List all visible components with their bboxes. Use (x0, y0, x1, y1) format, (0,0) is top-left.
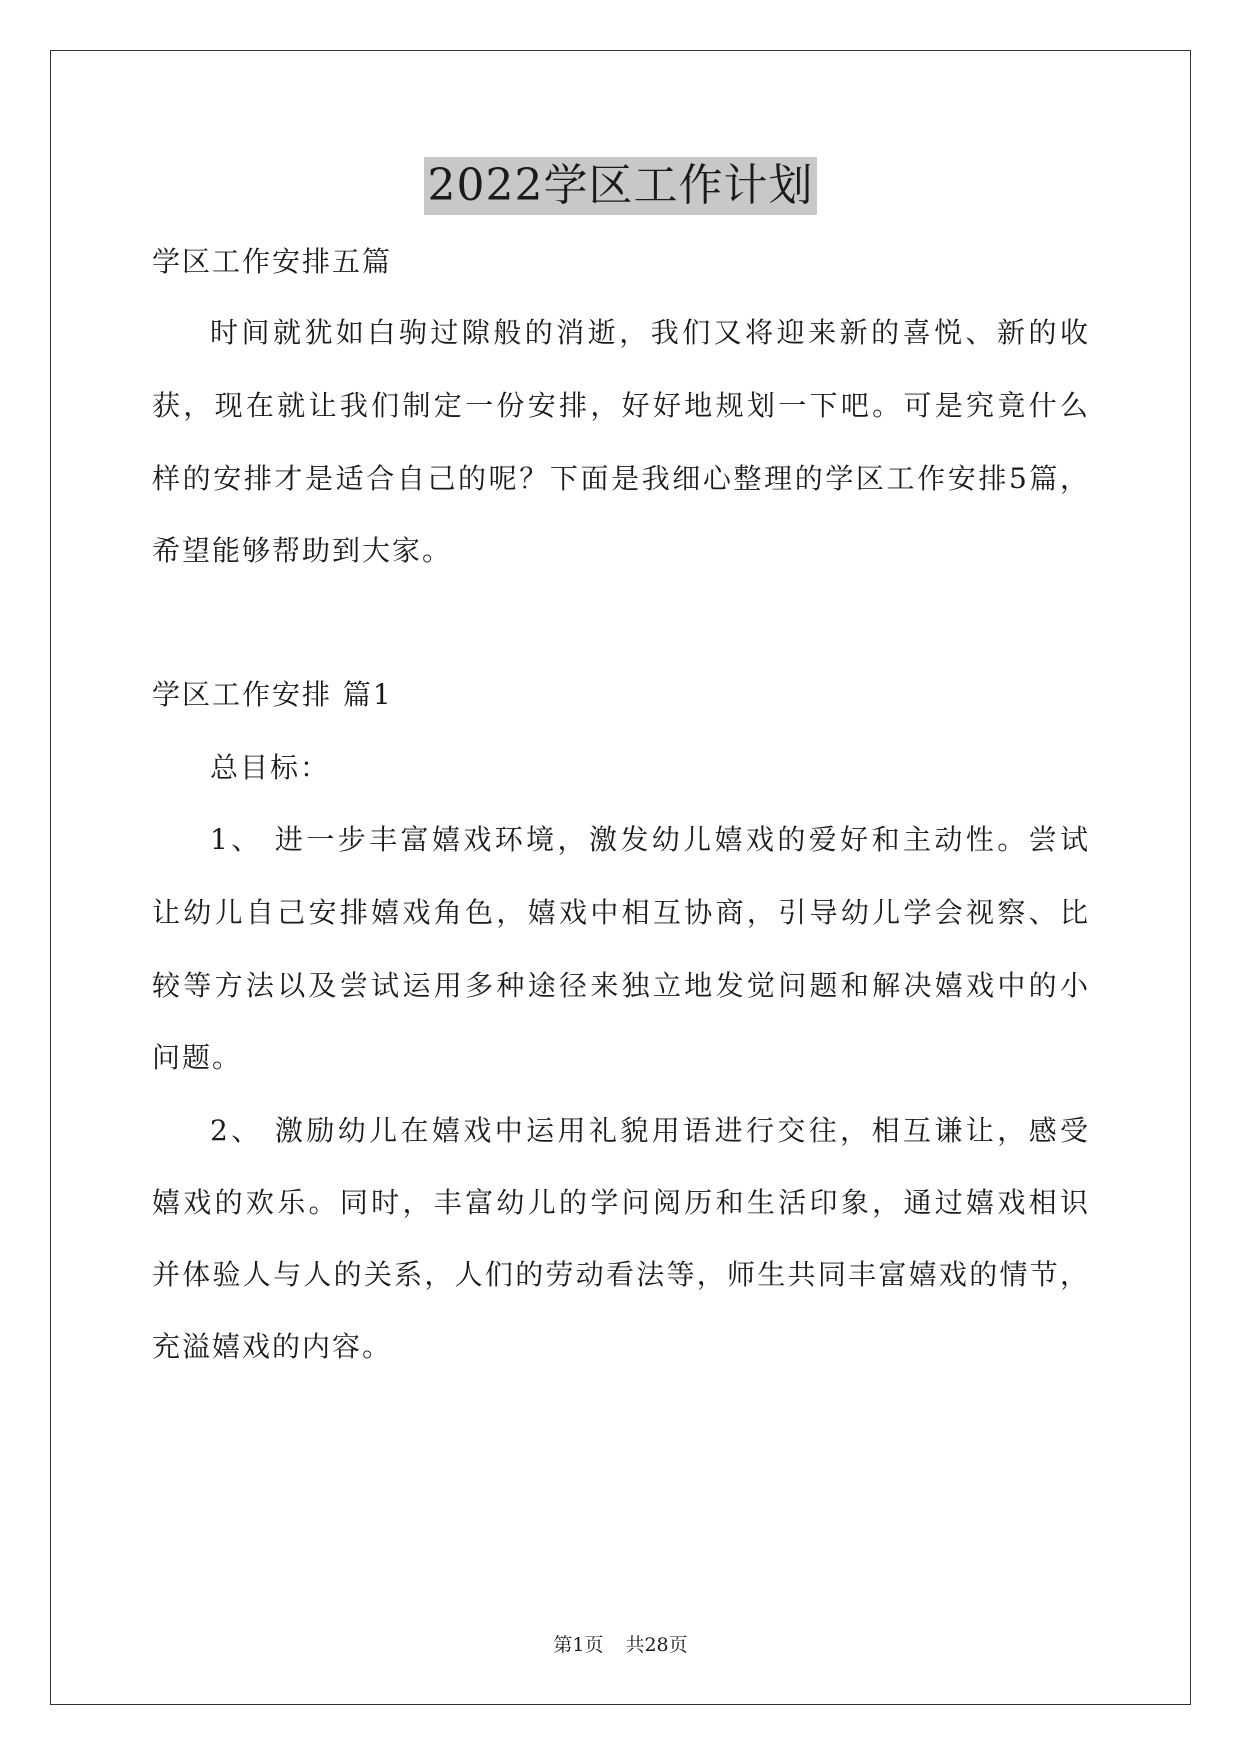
title-container (0, 157, 1241, 215)
paragraph-line: 充溢嬉戏的内容。 (152, 1330, 393, 1363)
paragraph-line: 获，现在就让我们制定一份安排，好好地规划一下吧。可是究竟什么 (152, 389, 1090, 422)
paragraph-line: 2、 激励幼儿在嬉戏中运用礼貌用语进行交往，相互谦让，感受 (210, 1114, 1090, 1147)
page-border (50, 50, 1191, 1705)
paragraph-line: 样的安排才是适合自己的呢？下面是我细心整理的学区工作安排5篇， (152, 462, 1090, 495)
paragraph-line: 1、 进一步丰富嬉戏环境，激发幼儿嬉戏的爱好和主动性。尝试 (210, 823, 1090, 856)
paragraph-line: 希望能够帮助到大家。 (152, 534, 453, 567)
paragraph-line: 让幼儿自己安排嬉戏角色，嬉戏中相互协商，引导幼儿学会视察、比 (152, 896, 1090, 929)
paragraph-line: 问题。 (152, 1041, 243, 1074)
paragraph-line: 总目标： (210, 751, 331, 784)
document-title: 2022学区工作计划 (424, 157, 818, 215)
paragraph-line: 较等方法以及尝试运用多种途径来独立地发觉问题和解决嬉戏中的小 (152, 969, 1090, 1002)
paragraph-line: 时间就犹如白驹过隙般的消逝，我们又将迎来新的喜悦、新的收 (210, 316, 1090, 349)
page-number: 第1页 (553, 1634, 604, 1656)
paragraph-line: 嬉戏的欢乐。同时，丰富幼儿的学问阅历和生活印象，通过嬉戏相识 (152, 1186, 1090, 1219)
section-heading: 学区工作安排 篇1 (152, 678, 393, 711)
paragraph-line: 并体验人与人的关系，人们的劳动看法等，师生共同丰富嬉戏的情节， (152, 1258, 1090, 1291)
section-heading: 学区工作安排五篇 (152, 245, 393, 278)
page-footer (0, 1632, 1241, 1658)
page-total: 共28页 (625, 1634, 688, 1656)
